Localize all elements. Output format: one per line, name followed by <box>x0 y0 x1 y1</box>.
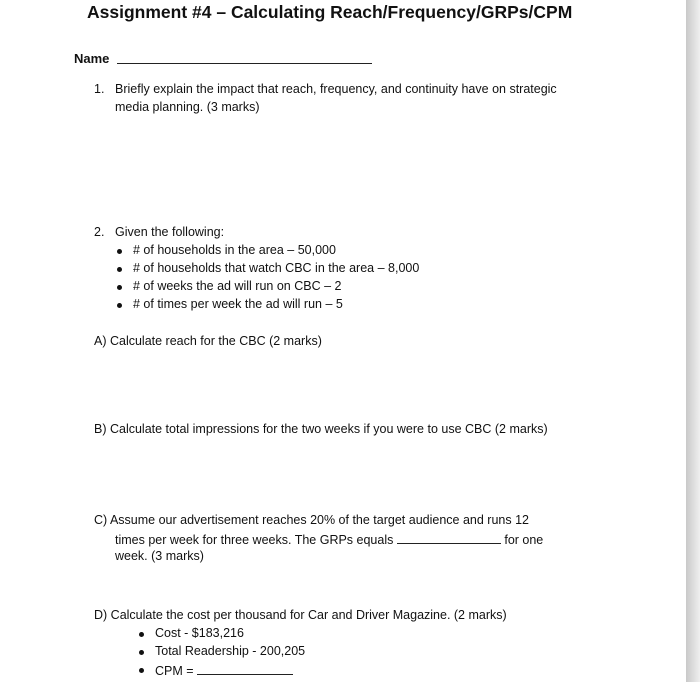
page-edge-shadow <box>686 0 700 682</box>
name-blank-line <box>117 63 372 64</box>
bullet-icon <box>139 650 144 655</box>
grp-answer-blank <box>397 531 501 544</box>
q2-intro: Given the following: <box>115 225 225 239</box>
bullet-text: Total Readership - 200,205 <box>155 644 306 658</box>
part-c-line3: week. (3 marks) <box>115 549 204 563</box>
page-title: Assignment #4 – Calculating Reach/Frequency/GRPs/CPM <box>87 2 573 22</box>
part-c-line2-text: times per week for three weeks. The GRPs equals <box>115 533 394 547</box>
bullet-icon <box>117 303 122 308</box>
part-c-line1: C) Assume our advertisement reaches 20% of the target audience and runs 12 <box>94 513 529 527</box>
part-d-line1: D) Calculate the cost per thousand for Car and Driver Magazine. (2 marks) <box>94 608 507 622</box>
bullet-icon <box>117 267 122 272</box>
bullet-text: # of households that watch CBC in the area – 8,000 <box>133 261 420 275</box>
bullet-text: # of times per week the ad will run – 5 <box>133 297 343 311</box>
part-a: A) Calculate reach for the CBC (2 marks) <box>94 334 322 348</box>
q1-line2: media planning. (3 marks) <box>115 100 260 114</box>
part-c-line2-end: for one <box>504 533 544 547</box>
part-b: B) Calculate total impressions for the two weeks if you were to use CBC (2 marks) <box>94 422 548 436</box>
q2-number: 2. <box>94 225 105 239</box>
bullet-text: Cost - $183,216 <box>155 626 244 640</box>
cpm-label: CPM = <box>155 664 194 678</box>
bullet-text: # of households in the area – 50,000 <box>133 243 336 257</box>
cpm-answer-blank <box>197 662 293 675</box>
bullet-icon <box>117 249 122 254</box>
bullet-text: # of weeks the ad will run on CBC – 2 <box>133 279 342 293</box>
bullet-text <box>155 662 293 678</box>
bullet-icon <box>139 668 144 673</box>
q1-line1: Briefly explain the impact that reach, frequency, and continuity have on strategic <box>115 82 557 96</box>
bullet-icon <box>139 632 144 637</box>
bullet-icon <box>117 285 122 290</box>
q1-number: 1. <box>94 82 105 96</box>
part-c-line2 <box>115 531 543 547</box>
name-label: Name <box>74 51 110 66</box>
